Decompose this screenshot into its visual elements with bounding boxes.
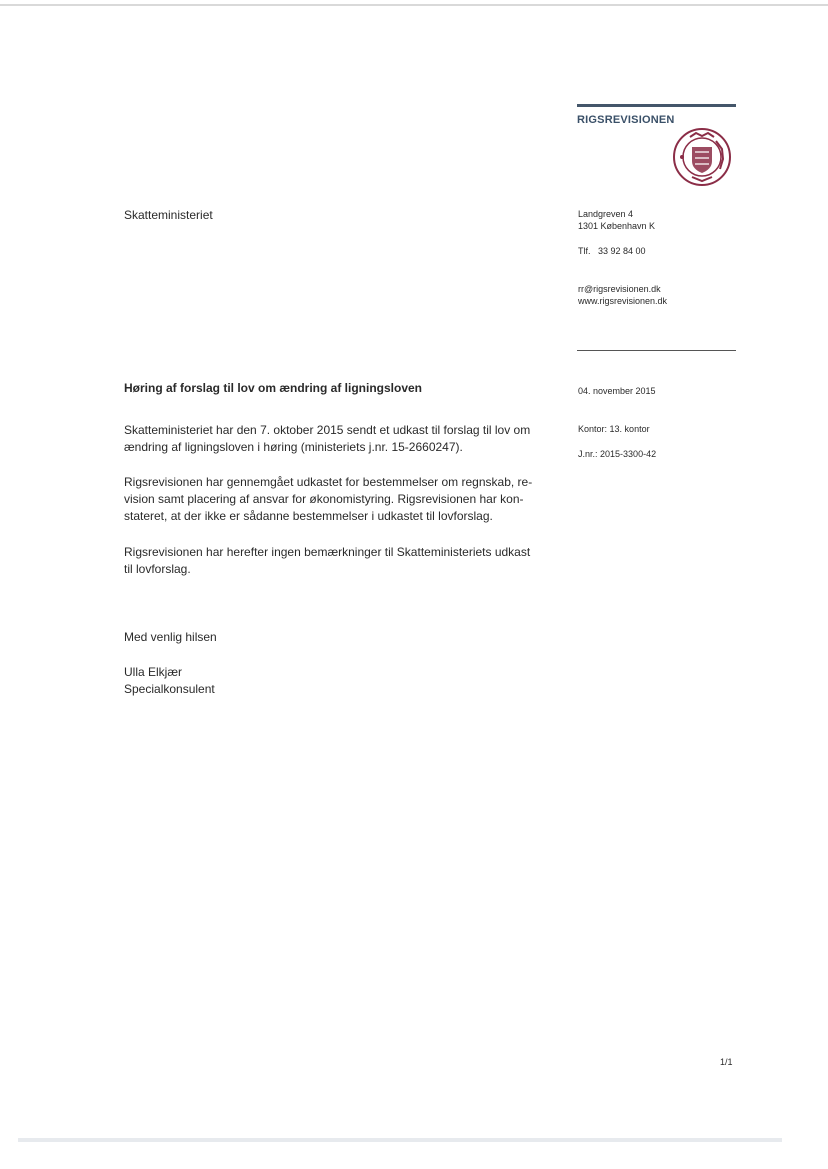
paragraph-3 [124, 544, 554, 578]
paragraph-3-line-2: til lovforslag. [124, 562, 191, 576]
paragraph-2-line-2: vision samt placering af ansvar for økonomistyring. Rigsrevisionen har kon- [124, 492, 524, 506]
letter-date: 04. november 2015 [578, 386, 656, 396]
scan-edge-top [0, 4, 828, 6]
signer-title: Specialkonsulent [124, 682, 215, 696]
paragraph-2 [124, 474, 554, 525]
office-line [578, 424, 650, 434]
journal-line [578, 449, 656, 459]
phone-line [578, 246, 646, 257]
office-label: Kontor: [578, 424, 608, 434]
address-line-1: Landgreven 4 [578, 209, 634, 219]
journal-label: J.nr.: [578, 449, 598, 459]
paragraph-2-line-1: Rigsrevisionen har gennemgået udkastet for bestemmelser om regnskab, re- [124, 475, 533, 489]
phone-number: 33 92 84 00 [598, 246, 646, 256]
journal-value: 2015-3300-42 [600, 449, 657, 459]
address-line-2: 1301 København K [578, 221, 656, 231]
recipient-name: Skatteministeriet [124, 208, 213, 222]
organization-name: RIGSREVISIONEN [577, 114, 675, 126]
signer-name: Ulla Elkjær [124, 665, 183, 679]
contact-rule [577, 350, 736, 351]
greeting: Med venlig hilsen [124, 630, 217, 644]
phone-label: Tlf. [578, 246, 591, 256]
scan-edge-bottom [18, 1138, 782, 1142]
paragraph-1-line-2: ændring af ligningsloven i høring (ministeriets j.nr. 15-2660247). [124, 440, 463, 454]
folketinget-seal-logo [670, 127, 734, 187]
page-number: 1/1 [720, 1057, 733, 1067]
paragraph-1 [124, 422, 554, 456]
letter-subject: Høring af forslag til lov om ændring af ligningsloven [124, 381, 423, 395]
header-rule [577, 104, 736, 107]
paragraph-2-line-3: stateret, at der ikke er sådanne bestemmelser i udkastet til lovforslag. [124, 509, 493, 523]
website-address: www.rigsrevisionen.dk [578, 296, 668, 306]
paragraph-3-line-1: Rigsrevisionen har herefter ingen bemærkninger til Skatteministeriets udkast [124, 545, 531, 559]
office-value: 13. kontor [609, 424, 650, 434]
email-address: rr@rigsrevisionen.dk [578, 284, 661, 294]
paragraph-1-line-1: Skatteministeriet har den 7. oktober 2015 sendt et udkast til forslag til lov om [124, 423, 531, 437]
